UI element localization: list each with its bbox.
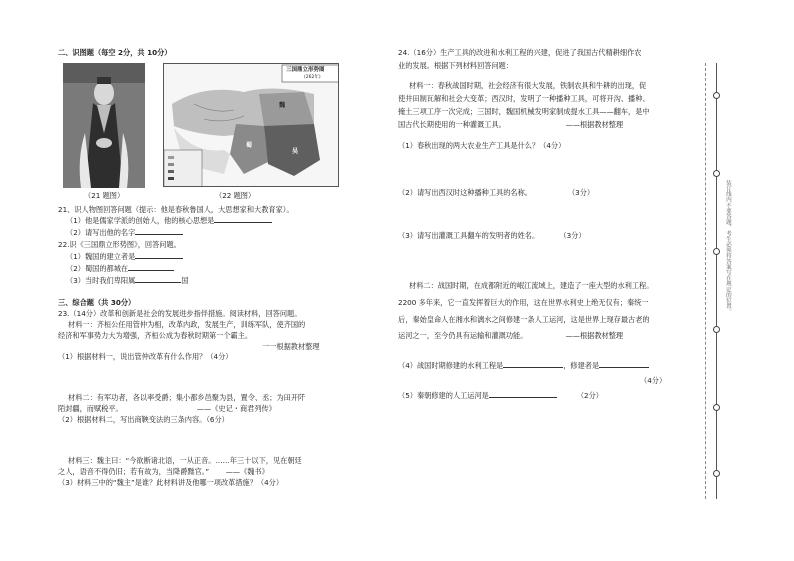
map-label-wu: 吴 [292,148,299,155]
answer-blank[interactable] [489,391,557,398]
section-3-title: 三、综合题（共 30分） [58,298,136,307]
question-21-1: （1）他是儒家学派的创始人，他的核心思想是 [66,216,272,225]
question-24-3: （3）请写出灌溉工具翻车的发明者的姓名。 （3分） [398,231,586,240]
material-2-line2: 陌封疆，而赋税平。 ——《史记・商君列传》 [58,404,276,413]
material-1-line2: 经济和军事势力大为增强，齐桓公成为春秋时期第一个霸主。 [58,331,253,340]
question-24-1: （1）春秋出现的两大农业生产工具是什么？（4分） [398,141,566,150]
answer-blank[interactable] [503,361,563,368]
answer-blank[interactable] [135,228,183,235]
question-24-5: （5）秦朝修建的人工运河是 （2分） [398,391,603,400]
answer-blank[interactable] [135,252,183,259]
question-22-1: （1）魏国的建立者是 [66,252,183,261]
binding-hole-marker [713,170,720,177]
confucius-portrait-image [63,63,145,188]
material-1-text-line3: 掩土三项工序一次完成；三国时，魏国机械发明家制成提水工具——翻车，是中 [398,107,650,116]
question-21-2: （2）请写出他的名字 [66,228,183,237]
material-1-source: 一一根据教材整理 [262,342,320,351]
question-23-3: （3）材料三中的“魏主”是谁？此材料讲及他哪一项改革措施？（4分） [58,478,284,487]
binding-margin-notice: 装订线内不要答题，考生必须将答案写在规定的位置。 [724,180,731,315]
answer-blank[interactable] [135,276,181,283]
question-24-line2: 业的发展。根据下列材料回答问题： [398,61,514,70]
material-2-text-line1: 材料二：战国时期，在成都附近的岷江流域上，建造了一座大型的水利工程。 [409,281,654,290]
binding-hole-marker [713,326,720,333]
binding-dashed-line [705,63,706,499]
section-2-title: 二、识图题（每空 2分，共 10分） [58,48,172,57]
material-2-text-line4: 运河之一，至今仍具有运输和灌溉功能。 ——根据教材整理 [398,331,624,340]
map-label-wei: 魏 [279,102,286,109]
question-23-2: （2）根据材料二，写出商鞅变法的三条内容。（6分） [58,415,229,424]
material-1-text-line4: 国古代长期使用的一种灌溉工具。 ——根据教材整理 [398,120,624,129]
answer-blank[interactable] [599,361,649,368]
material-2-text-line3: 后，秦始皇命人在湘水和漓水之间修建一条人工运河，这是世界上现存最古老的 [398,315,650,324]
question-22: 22.识《三国鼎立形势图》，回答问题。 [58,240,181,249]
answer-blank[interactable] [128,264,174,271]
binding-line [716,63,717,499]
binding-hole-marker [713,404,720,411]
caption-21: （21 题图） [84,191,125,200]
caption-22: （22 题图） [215,191,256,200]
material-3-line1: 材料三：魏主曰：“今欲断诸北语，一从正音。……年三十以下，见在朝廷 [68,456,302,465]
question-24-4: （4）战国时期修建的水利工程是 ，修建者是 [398,361,649,370]
binding-hole-marker [713,92,720,99]
answer-blank[interactable] [214,216,272,223]
question-22-2: （2）蜀国的都城在 [66,264,174,273]
question-24-4-points: （4分） [640,376,667,385]
question-23-1: （1）根据材料一，说出管仲改革有什么作用？（4分） [58,352,233,361]
binding-hole-marker [713,470,720,477]
material-2-text-line2: 2200 多年来，它一直发挥着巨大的作用，这在世界水利史上绝无仅有；秦统一 [398,298,649,307]
three-kingdoms-map-image [163,63,339,187]
question-22-3: （3）当时我们卑阳属 国 [66,276,189,285]
question-24-line1: 24.（16分）生产工具的改进和水利工程的兴建，促进了我国古代精耕细作农 [398,48,642,57]
material-1-text-line2: 使井田制瓦解和社会大变革；西汉时，发明了一种播种工具，可将开沟、播种、 [398,94,650,103]
material-1-line1: 材料一：齐桓公任用管仲为相，改革内政，发展生产，训练军队，使齐国的 [68,320,306,329]
question-21: 21、识人物图回答问题（提示：他是春秋鲁国人，大思想家和大教育家）。 [58,205,294,214]
map-title: 三国鼎立形势图 [286,67,325,73]
material-2-line1: 材料二：有军功者，各以率受爵；集小都乡邑聚为县，置令、丞；为田开阡 [68,393,306,402]
map-label-shu: 蜀 [246,142,253,149]
question-24-2: （2）请写出西汉时这种播种工具的名称。 （3分） [398,188,595,197]
material-3-line2: 之人，语音不得仍旧；若有故为，当降爵黜官。” ——《魏书》 [58,467,269,476]
question-23: 23.（14分）改革和创新是社会的发展进步指伴措施。阅读材料，回答问题。 [58,309,302,318]
material-1-text-line1: 材料一：春秋战国时期，社会经济有很大发展，铁制农具和牛耕的出现，促 [409,81,647,90]
map-year: (262年) [304,75,321,80]
binding-hole-marker [713,248,720,255]
